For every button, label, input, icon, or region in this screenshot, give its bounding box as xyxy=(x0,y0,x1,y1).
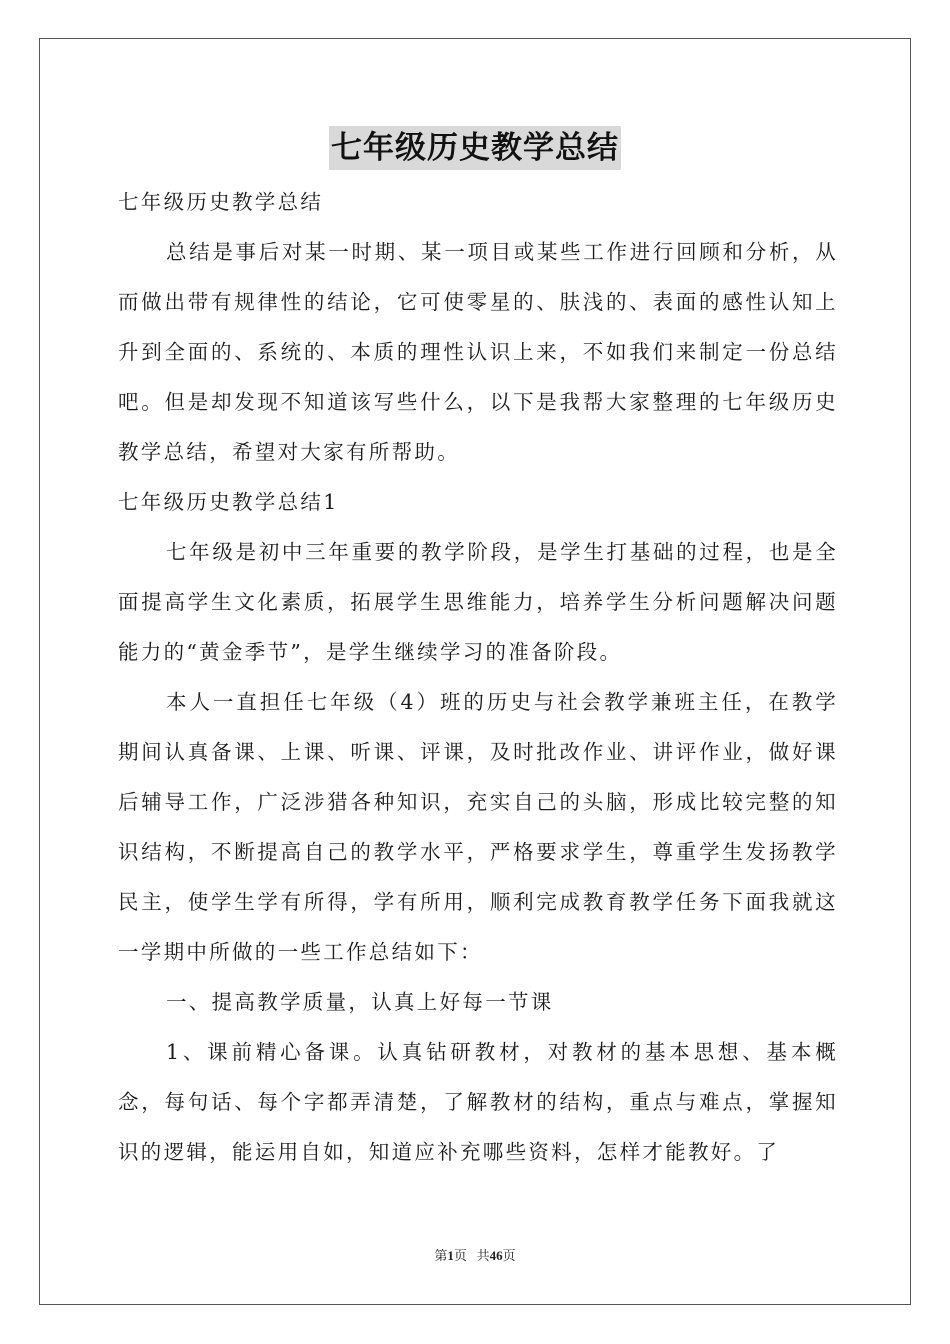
section-heading: 七年级历史教学总结1 xyxy=(118,490,339,514)
page-footer xyxy=(0,1245,950,1264)
page-number: 1 xyxy=(447,1248,454,1263)
body-paragraph: 本人一直担任七年级（4）班的历史与社会教学兼班主任，在教学期间认真备课、上课、听课、评课，及时批改作业、讲评作业，做好课后辅导工作，广泛涉猎各种知识，充实自己的头脑，形成比较完整的知识结构，不断提高自己的教学水平，严格要求学生，尊重学生发扬教学民主，使学生学有所得，学有所用，顺利完成教育教学任务下面我就这一学期中所做的一些工作总结如下： xyxy=(118,690,838,964)
title-area xyxy=(0,126,950,170)
total-prefix: 共 xyxy=(476,1248,490,1263)
page-prefix: 第 xyxy=(434,1248,448,1263)
document-title: 七年级历史教学总结 xyxy=(329,126,621,170)
subsection-heading: 一、提高教学质量，认真上好每一节课 xyxy=(166,990,554,1014)
total-suffix: 页 xyxy=(502,1248,516,1263)
total-pages: 46 xyxy=(489,1248,503,1263)
page-suffix: 页 xyxy=(453,1248,467,1263)
body-paragraph: 1、课前精心备课。认真钻研教材，对教材的基本思想、基本概念，每句话、每个字都弄清楚，了解教材的结构，重点与难点，掌握知识的逻辑，能运用自如，知道应补充哪些资料，怎样才能教好。了 xyxy=(118,1040,838,1164)
body-paragraph: 七年级是初中三年重要的教学阶段，是学生打基础的过程，也是全面提高学生文化素质，拓展学生思维能力，培养学生分析问题解决问题能力的“黄金季节”，是学生继续学习的准备阶段。 xyxy=(118,540,838,664)
intro-paragraph: 总结是事后对某一时期、某一项目或某些工作进行回顾和分析，从而做出带有规律性的结论，它可使零星的、肤浅的、表面的感性认知上升到全面的、系统的、本质的理性认识上来，不如我们来制定一份总结吧。但是却发现不知道该写些什么，以下是我帮大家整理的七年级历史教学总结，希望对大家有所帮助。 xyxy=(118,240,838,464)
document-body xyxy=(118,177,838,1177)
subtitle-line: 七年级历史教学总结 xyxy=(118,190,324,214)
